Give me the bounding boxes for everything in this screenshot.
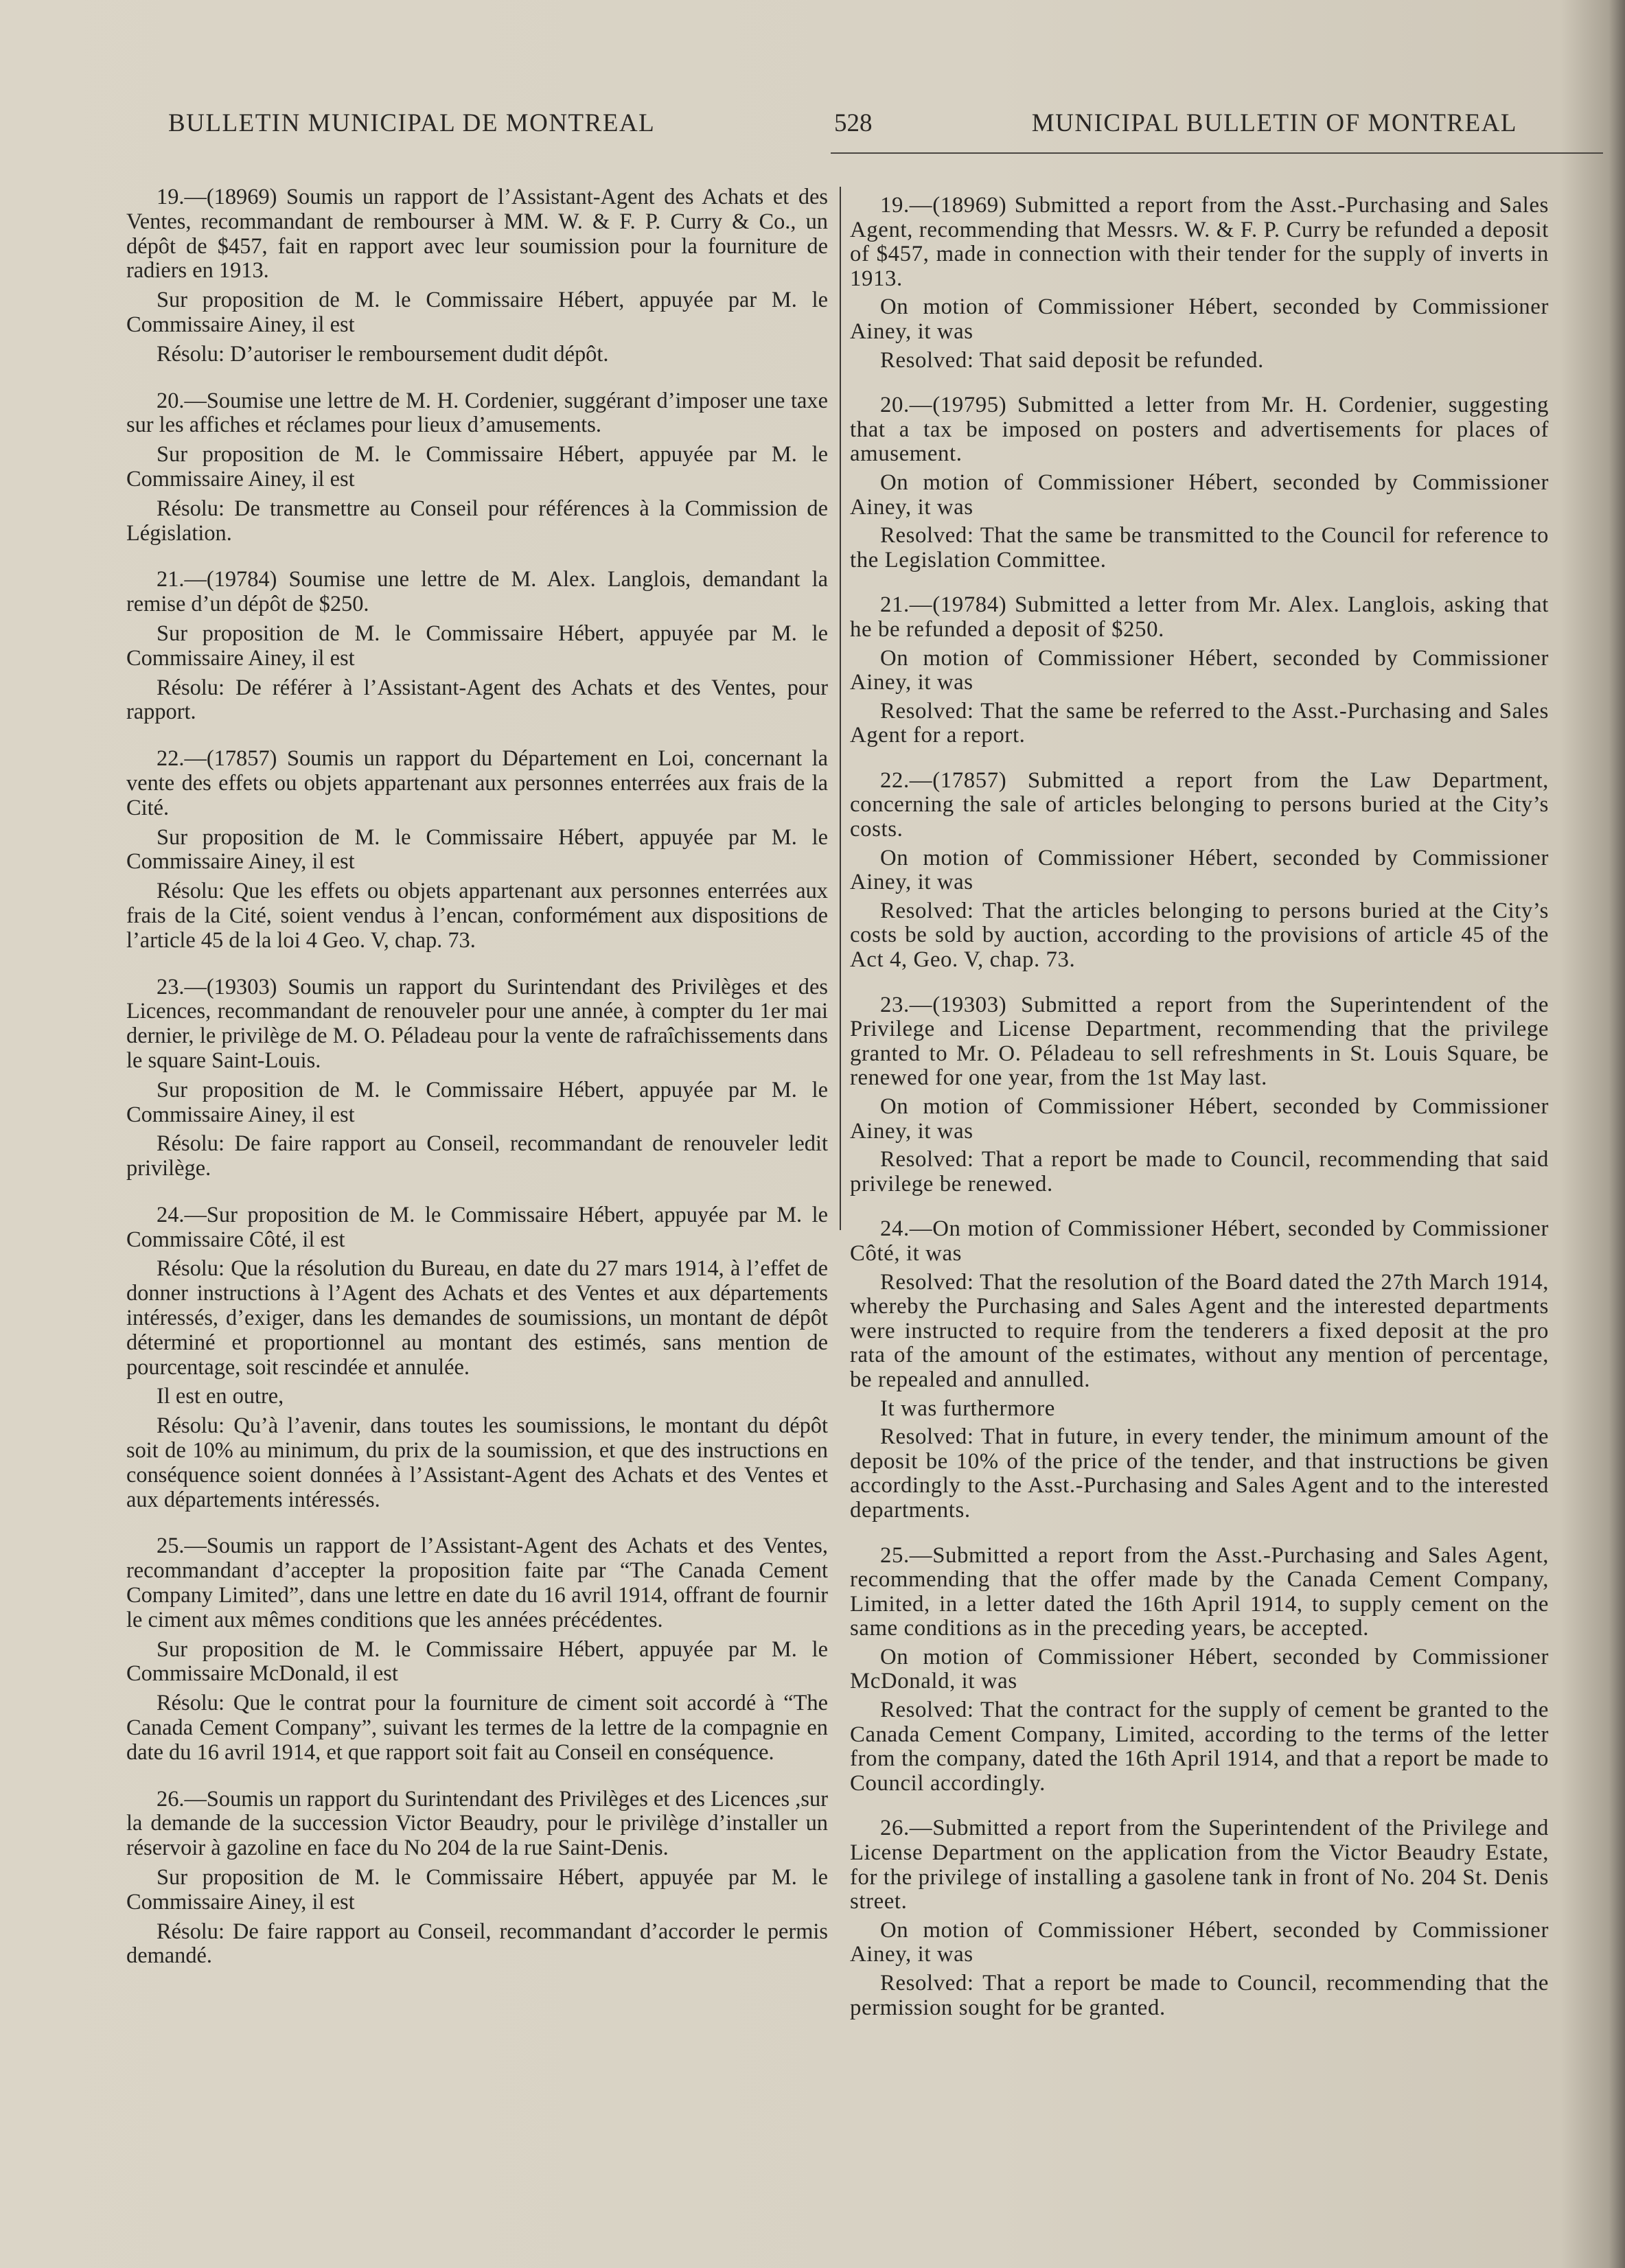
minute-paragraph: On motion of Commissioner Hébert, seconded by Commissioner Ainey, it was [850, 1917, 1549, 1967]
minute-paragraph: 20.—Soumise une lettre de M. H. Cordenier, suggérant d’imposer une taxe sur les affiches et réclames pour lieux d’amusements. [126, 388, 828, 438]
minute-paragraph: 21.—(19784) Submitted a letter from Mr. Alex. Langlois, asking that he be refunded a deposit of $250. [850, 592, 1549, 642]
minute-paragraph: Résolu: Que les effets ou objets appartenant aux personnes enterrées aux frais de la Cité, soient vendus à l’encan, conformément aux dispositions de l’article 45 de la loi 4 Geo. V, chap. 73. [126, 879, 828, 953]
minute-item [126, 1203, 828, 1513]
minute-paragraph: 26.—Soumis un rapport du Surintendant des Privilèges et des Licences ,sur la demande de la succession Victor Beaudry, pour le privilège d’installer un réservoir à gazoline en face du No 204 de la rue Saint-Denis. [126, 1786, 828, 1861]
header-title-english: MUNICIPAL BULLETIN OF MONTREAL [1031, 109, 1517, 137]
minute-paragraph: On motion of Commissioner Hébert, seconded by Commissioner Ainey, it was [850, 294, 1549, 344]
minute-paragraph: 23.—(19303) Soumis un rapport du Surintendant des Privilèges et des Licences, recommandant de renouveler pour une année, à compter du 1er mai dernier, le privilège de M. O. Péladeau pour la vente de rafraîchissements dans le square Saint-Louis. [126, 974, 828, 1073]
minute-item [126, 389, 828, 546]
minute-paragraph: 23.—(19303) Submitted a report from the Superintendent of the Privilege and License Department, recommending that the privilege granted to Mr. O. Péladeau to sell refreshments in St. Louis Square, be renewed for one year, from the 1st May last. [850, 992, 1549, 1091]
minute-paragraph: Resolved: That the same be transmitted to the Council for reference to the Legislation Committee. [850, 523, 1549, 572]
minute-paragraph: Résolu: Qu’à l’avenir, dans toutes les soumissions, le montant du dépôt soit de 10% au minimum, du prix de la soumission, et que des instructions en conséquence soient données à l’Assistant-Agent des Achats et des Ventes et aux départements intéressés. [126, 1413, 828, 1512]
minute-paragraph: Résolu: De faire rapport au Conseil, recommandant de renouveler ledit privilège. [126, 1131, 828, 1181]
minute-paragraph: Sur proposition de M. le Commissaire Hébert, appuyée par M. le Commissaire Ainey, il est [126, 621, 828, 671]
minute-paragraph: Resolved: That a report be made to Council, recommending that the permission sought for be granted. [850, 1971, 1549, 2020]
minute-paragraph: Résolu: De faire rapport au Conseil, recommandant d’accorder le permis demandé. [126, 1919, 828, 1969]
minute-paragraph: 22.—(17857) Soumis un rapport du Département en Loi, concernant la vente des effets ou objets appartenant aux personnes enterrées aux frais de la Cité. [126, 746, 828, 820]
minute-paragraph: On motion of Commissioner Hébert, seconded by Commissioner Ainey, it was [850, 1094, 1549, 1144]
minute-paragraph: On motion of Commissioner Hébert, seconded by Commissioner Ainey, it was [850, 845, 1549, 895]
minute-item [850, 593, 1549, 748]
minute-paragraph: Resolved: That the resolution of the Board dated the 27th March 1914, whereby the Purchasing and Sales Agent and the interested departments were instructed to require from the tenderers a fixed deposit at the pro rata of the amount of the estimates, without any mention of percentage, be repealed and annulled. [850, 1269, 1549, 1392]
minute-item [850, 194, 1549, 373]
minute-item [126, 747, 828, 953]
minute-paragraph: 19.—(18969) Submitted a report from the Asst.-Purchasing and Sales Agent, recommending that Messrs. W. & F. P. Curry be refunded a deposit of $457, made in connection with their tender for the supply of inverts in 1913. [850, 193, 1549, 291]
minute-paragraph: Resolved: That the same be referred to the Asst.-Purchasing and Sales Agent for a report. [850, 698, 1549, 748]
header-title-french: BULLETIN MUNICIPAL DE MONTREAL [168, 109, 656, 137]
minute-item [850, 993, 1549, 1197]
minute-paragraph: 22.—(17857) Submitted a report from the Law Department, concerning the sale of articles belonging to persons buried at the City’s costs. [850, 767, 1549, 842]
english-column [850, 194, 1549, 2041]
minute-item [126, 568, 828, 725]
french-column [126, 185, 828, 1991]
minute-item [850, 1816, 1549, 2020]
minute-paragraph: Sur proposition de M. le Commissaire Hébert, appuyée par M. le Commissaire Ainey, il est [126, 1077, 828, 1127]
minute-paragraph: Resolved: That a report be made to Council, recommending that said privilege be renewed. [850, 1147, 1549, 1196]
minute-item [850, 1544, 1549, 1796]
minute-paragraph: Resolved: That the contract for the supply of cement be granted to the Canada Cement Company, Limited, according to the terms of the letter from the company, dated the 16th April 1914, and that a report be made to Council accordingly. [850, 1698, 1549, 1796]
minute-paragraph: Sur proposition de M. le Commissaire Hébert, appuyée par M. le Commissaire Ainey, il est [126, 824, 828, 875]
minute-item [850, 393, 1549, 572]
minute-paragraph: Sur proposition de M. le Commissaire Hébert, appuyée par M. le Commissaire Ainey, il est [126, 442, 828, 491]
minute-paragraph: 24.—On motion of Commissioner Hébert, seconded by Commissioner Côté, it was [850, 1216, 1549, 1266]
minute-item [126, 185, 828, 367]
minute-paragraph: Résolu: D’autoriser le remboursement dudit dépôt. [157, 341, 609, 367]
minute-item [126, 1534, 828, 1765]
minute-paragraph: 21.—(19784) Soumise une lettre de M. Alex. Langlois, demandant la remise d’un dépôt de $250. [126, 567, 828, 617]
minute-paragraph: Il est en outre, [157, 1384, 284, 1409]
minute-paragraph: 20.—(19795) Submitted a letter from Mr. H. Cordenier, suggesting that a tax be imposed on posters and advertisements for places of amusement. [850, 393, 1549, 467]
page-number: 528 [834, 109, 873, 137]
minute-paragraph: Resolved: That in future, in every tender, the minimum amount of the deposit be 10% of the price of the tender, and that instructions be given accordingly to the Asst.-Purchasing and Sales Agent and to the interested departments. [850, 1424, 1549, 1523]
minute-item [126, 975, 828, 1181]
minute-paragraph: It was furthermore [880, 1396, 1055, 1421]
minute-paragraph: 24.—Sur proposition de M. le Commissaire Hébert, appuyée par M. le Commissaire Côté, il est [126, 1202, 828, 1252]
minute-paragraph: 19.—(18969) Soumis un rapport de l’Assistant-Agent des Achats et des Ventes, recommandant de rembourser à MM. W. & F. P. Curry & Co., un dépôt de $457, fait en rapport avec leur soumission pour la fourniture de radiers en 1913. [126, 185, 828, 284]
minute-paragraph: Sur proposition de M. le Commissaire Hébert, appuyée par M. le Commissaire McDonald, il est [126, 1636, 828, 1687]
minute-paragraph: 26.—Submitted a report from the Superintendent of the Privilege and License Department on the application from the Victor Beaudry Estate, for the privilege of installing a gasolene tank in front of No. 204 St. Denis street. [850, 1816, 1549, 1914]
header-rule [831, 152, 1603, 154]
minute-paragraph: Resolved: That the articles belonging to persons buried at the City’s costs be sold by auction, according to the provisions of article 45 of the Act 4, Geo. V, chap. 73. [850, 898, 1549, 973]
minute-paragraph: Sur proposition de M. le Commissaire Hébert, appuyée par M. le Commissaire Ainey, il est [126, 1865, 828, 1914]
page-header [165, 108, 1517, 150]
minute-paragraph: Sur proposition de M. le Commissaire Hébert, appuyée par M. le Commissaire Ainey, il est [126, 288, 828, 337]
minute-paragraph: 25.—Submitted a report from the Asst.-Purchasing and Sales Agent, recommending that the offer made by the Canada Cement Company, Limited, in a letter dated the 16th April 1914, to supply cement on the same conditions as in the preceding years, be accepted. [850, 1542, 1549, 1641]
minute-item [126, 1787, 828, 1969]
minute-paragraph: On motion of Commissioner Hébert, seconded by Commissioner Ainey, it was [850, 645, 1549, 695]
minute-paragraph: Resolved: That said deposit be refunded. [880, 347, 1264, 373]
minute-paragraph: Résolu: De référer à l’Assistant-Agent des Achats et des Ventes, pour rapport. [126, 675, 828, 725]
minute-paragraph: On motion of Commissioner Hébert, seconded by Commissioner McDonald, it was [850, 1644, 1549, 1694]
minute-paragraph: On motion of Commissioner Hébert, seconded by Commissioner Ainey, it was [850, 470, 1549, 520]
minute-item [850, 769, 1549, 973]
minute-paragraph: Résolu: De transmettre au Conseil pour références à la Commission de Législation. [126, 496, 828, 546]
minute-item [850, 1217, 1549, 1523]
minute-paragraph: Résolu: Que la résolution du Bureau, en date du 27 mars 1914, à l’effet de donner instructions à l’Agent des Achats et des Ventes et aux départements intéressés, d’exiger, dans les demandes de soumissions, un montant de dépôt déterminé et proportionnel au montant des estimés, sans mention de pourcentage, soit rescindée et annulée. [126, 1256, 828, 1380]
minute-paragraph: Résolu: Que le contrat pour la fourniture de ciment soit accordé à “The Canada Cement Company”, suivant les termes de la lettre de la compagnie en date du 16 avril 1914, et que rapport soit fait au Conseil en conséquence. [126, 1691, 828, 1765]
minute-paragraph: 25.—Soumis un rapport de l’Assistant-Agent des Achats et des Ventes, recommandant d’accepter la proposition faite par “The Canada Cement Company Limited”, dans une lettre en date du 16 avril 1914, offrant de fournir le ciment aux mêmes conditions que les années précédentes. [126, 1534, 828, 1632]
column-divider [840, 187, 841, 1230]
